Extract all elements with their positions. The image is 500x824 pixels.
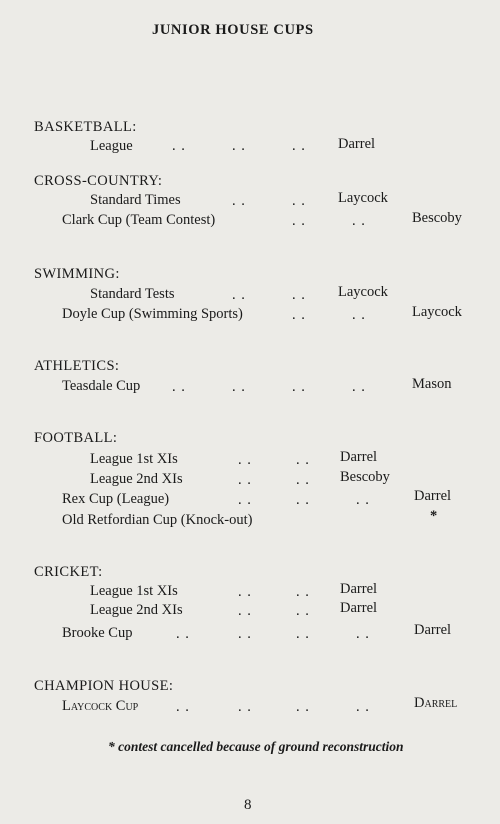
leader-dots: . . [296,626,310,642]
leader-dots: . . [238,584,252,600]
leader-dots: . . [292,213,306,229]
row-label: Clark Cup (Team Contest) [62,212,216,228]
page-title: JUNIOR HOUSE CUPS [152,22,314,38]
row-label: Teasdale Cup [62,378,141,394]
leader-dots: . . [296,603,310,619]
row-winner: Darrel [414,488,452,504]
leader-dots: . . [238,626,252,642]
row-label: Rex Cup (League) [62,491,170,507]
section-heading-swimming: SWIMMING: [34,266,120,282]
row-winner: Bescoby [412,210,462,226]
leader-dots: . . [356,492,370,508]
leader-dots: . . [238,472,252,488]
footnote [108,738,404,756]
section-heading-cross-country: CROSS-COUNTRY: [34,173,163,189]
row-winner: Laycock [338,284,388,300]
footnote-marker: * [108,739,115,754]
leader-dots: . . [292,379,306,395]
row-label: League 1st XIs [90,583,178,599]
leader-dots: . . [172,379,186,395]
row-label: Standard Times [90,192,181,208]
leader-dots: . . [292,287,306,303]
leader-dots: . . [238,452,252,468]
leader-dots: . . [292,307,306,323]
leader-dots: . . [232,287,246,303]
row-winner: Bescoby [340,469,390,485]
row-label: League 2nd XIs [90,471,183,487]
leader-dots: . . [292,138,306,154]
section-heading-football: FOOTBALL: [34,430,118,446]
leader-dots: . . [172,138,186,154]
row-label: League [90,138,133,154]
row-label: Old Retfordian Cup (Knock-out) [62,512,253,528]
section-heading-champion-house: CHAMPION HOUSE: [34,678,174,694]
row-label: League 1st XIs [90,451,178,467]
row-label: League 2nd XIs [90,602,183,618]
leader-dots: . . [232,193,246,209]
leader-dots: . . [296,584,310,600]
leader-dots: . . [238,699,252,715]
section-heading-basketball: BASKETBALL: [34,119,137,135]
leader-dots: . . [352,307,366,323]
leader-dots: . . [296,472,310,488]
leader-dots: . . [296,492,310,508]
row-winner: Mason [412,376,452,392]
row-label: Doyle Cup (Swimming Sports) [62,306,243,322]
row-winner: Darrel [414,622,452,638]
leader-dots: . . [238,492,252,508]
leader-dots: . . [356,699,370,715]
leader-dots: . . [232,379,246,395]
row-winner: Darrel [340,449,378,465]
leader-dots: . . [238,603,252,619]
leader-dots: . . [232,138,246,154]
leader-dots: . . [352,213,366,229]
row-label: Brooke Cup [62,625,133,641]
leader-dots: . . [296,452,310,468]
leader-dots: . . [176,626,190,642]
page-number: 8 [244,797,252,813]
row-winner: Darrel [414,695,458,711]
leader-dots: . . [296,699,310,715]
section-heading-athletics: ATHLETICS: [34,358,120,374]
leader-dots: . . [356,626,370,642]
section-heading-cricket: CRICKET: [34,564,103,580]
footnote-marker: * [430,508,438,524]
leader-dots: . . [176,699,190,715]
row-winner: Darrel [340,581,378,597]
row-label: Standard Tests [90,286,175,302]
row-winner: Laycock [412,304,462,320]
row-winner: Darrel [340,600,378,616]
row-label: Laycock Cup [62,698,139,714]
leader-dots: . . [352,379,366,395]
row-winner: Darrel [338,136,376,152]
leader-dots: . . [292,193,306,209]
row-winner: Laycock [338,190,388,206]
footnote-text: contest cancelled because of ground reconstruction [118,739,404,754]
